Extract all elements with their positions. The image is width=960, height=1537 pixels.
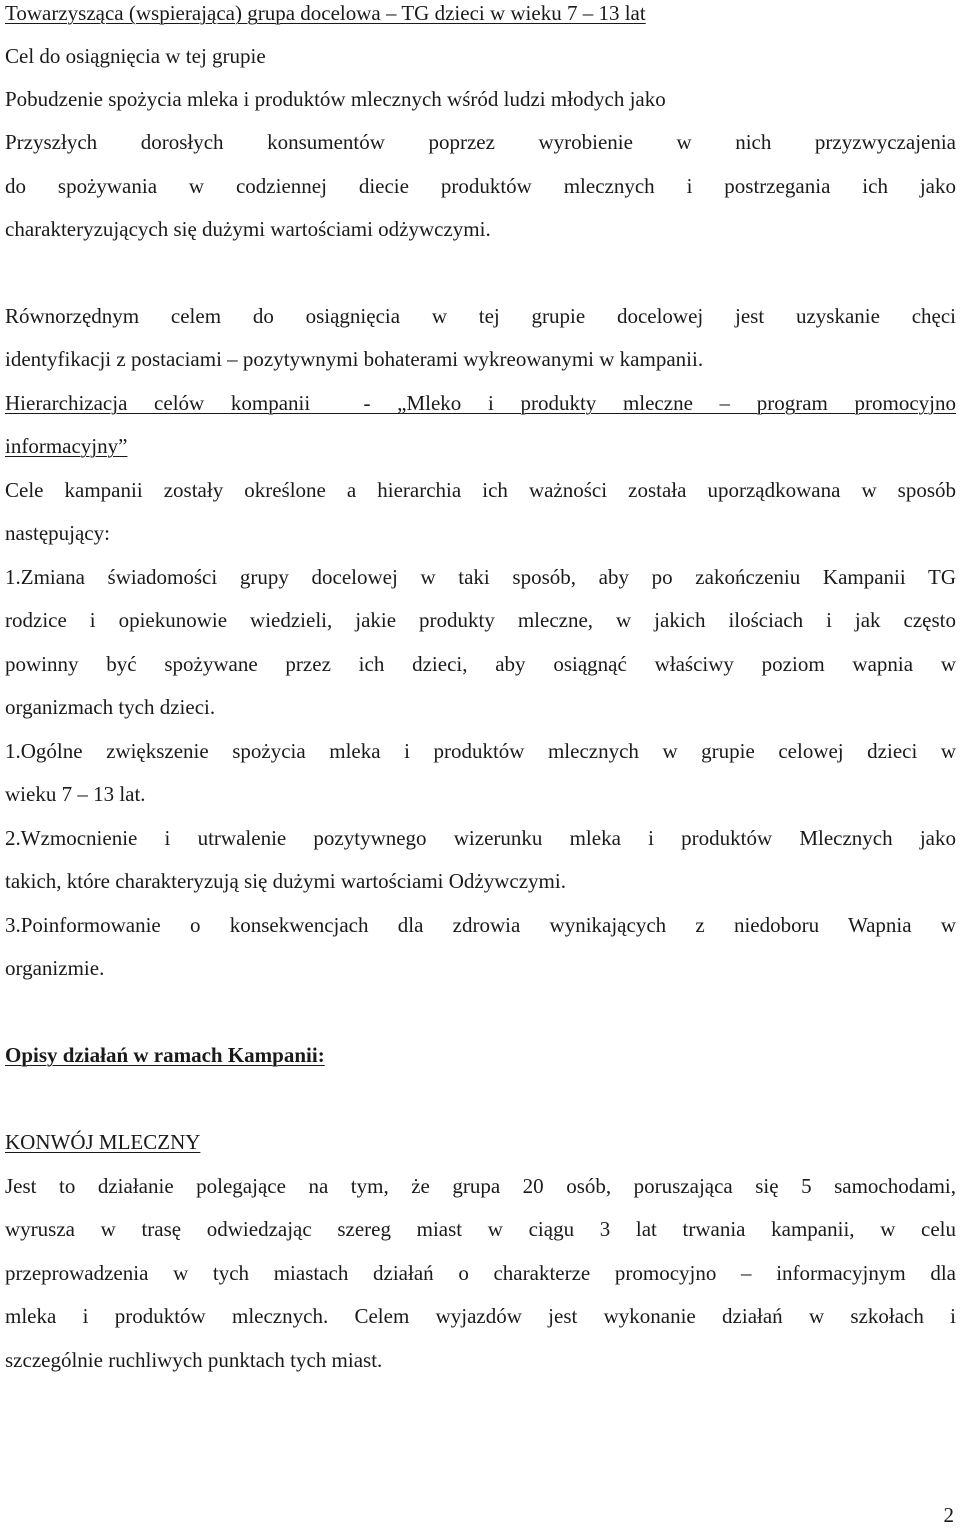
convoy-heading-line [5,1129,956,1155]
text-line: wyrusza w trasę odwiedzając szereg miast w ciągu 3 lat trwania kampanii, w celu [5,1217,956,1241]
text-line: Jest to działanie polegające na tym, że grupa 20 osób, poruszająca się 5 samochodami, [5,1174,956,1198]
text-line: charakteryzujących się dużymi wartościami odżywczymi. [5,217,491,241]
text-line: następujący: [5,521,110,545]
list-item: 3.Poinformowanie o konsekwencjach dla zdrowia wynikających z niedoboru Wapnia w [5,913,956,937]
hierarchy-heading-cont [5,433,956,459]
actions-heading: Opisy działań w ramach Kampanii: [5,1043,325,1067]
text-line: rodzice i opiekunowie wiedzieli, jakie produkty mleczne, w jakich ilościach i jak często [5,608,956,632]
list-item: 1.Ogólne zwiększenie spożycia mleka i produktów mlecznych w grupie celowej dzieci w [5,739,956,763]
text-line: Cele kampanii zostały określone a hierarchia ich ważności została uporządkowana w sposób [5,478,956,502]
hierarchy-heading-end: informacyjny” [5,434,128,458]
text-line: powinny być spożywane przez ich dzieci, aby osiągnąć właściwy poziom wapnia w [5,652,956,676]
text-line: do spożywania w codziennej diecie produktów mlecznych i postrzegania ich jako [5,174,956,198]
text-line: Pobudzenie spożycia mleka i produktów mlecznych wśród ludzi młodych jako [5,87,666,111]
text-line: przeprowadzenia w tych miastach działań o charakterze promocyjno – informacyjnym dla [5,1261,956,1285]
convoy-heading: KONWÓJ MLECZNY [5,1130,201,1154]
goal-subheading: Cel do osiągnięcia w tej grupie [5,44,266,68]
page-number: 2 [943,1503,954,1527]
actions-heading-line [5,1042,956,1068]
text-line: organizmach tych dzieci. [5,695,216,719]
text-line: Równorzędnym celem do osiągnięcia w tej grupie docelowej jest uzyskanie chęci [5,304,956,328]
text-line: szczególnie ruchliwych punktach tych miast. [5,1348,383,1372]
text-line: identyfikacji z postaciami – pozytywnymi bohaterami wykreowanymi w kampanii. [5,347,704,371]
list-item: 1.Zmiana świadomości grupy docelowej w taki sposób, aby po zakończeniu Kampanii TG [5,565,956,589]
hierarchy-heading: Hierarchizacja celów kompanii - „Mleko i produkty mleczne – program promocyjno [5,391,956,415]
text-line: Przyszłych dorosłych konsumentów poprzez wyrobienie w nich przyzwyczajenia [5,130,956,154]
text-line: mleka i produktów mlecznych. Celem wyjazdów jest wykonanie działań w szkołach i [5,1304,956,1328]
text-line: organizmie. [5,956,105,980]
target-group-heading: Towarzysząca (wspierająca) grupa docelowa – TG dzieci w wieku 7 – 13 lat [5,1,646,25]
text-line: wieku 7 – 13 lat. [5,782,146,806]
list-item: 2.Wzmocnienie i utrwalenie pozytywnego wizerunku mleka i produktów Mlecznych jako [5,826,956,850]
text-line: takich, które charakteryzują się dużymi wartościami Odżywczymi. [5,869,566,893]
